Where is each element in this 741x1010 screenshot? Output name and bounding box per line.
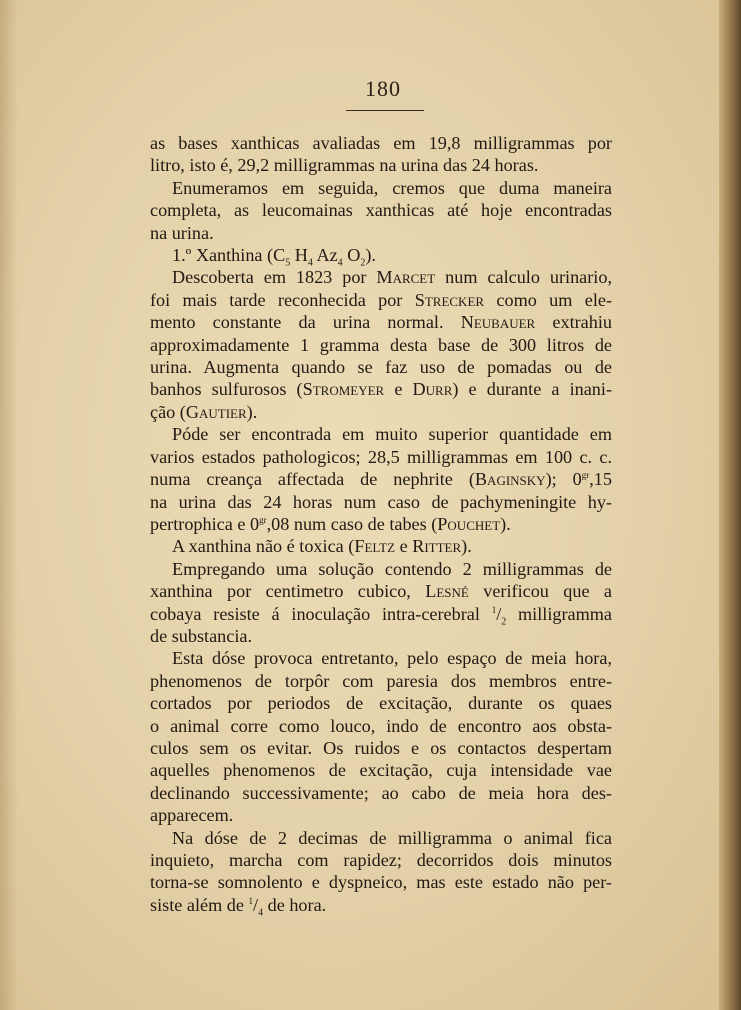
text-line: siste além de $^1/_4$ de hora. [150, 894, 327, 919]
text-line: phenomenos de torpôr com paresia dos membros entre- [150, 670, 612, 691]
page-edge [719, 0, 741, 1010]
text-line: mento constante da urina normal. Neubauer extrahiu [150, 312, 612, 333]
text-line: Enumeramos em seguida, cremos que duma maneira [172, 177, 612, 198]
text-line: pertrophica e $0^{gr},08$ num caso de tabes (Pouchet). [150, 513, 511, 534]
text-line: Empregando uma solução contendo 2 milligrammas de [172, 558, 612, 579]
text-line: inquieto, marcha com rapidez; decorridos dois minutos [150, 850, 612, 870]
header-rule [346, 110, 424, 111]
spine-shadow [0, 0, 18, 1010]
text-line: de substancia. [150, 625, 253, 646]
text-line: ção (Gautier). [150, 401, 258, 422]
text-line: o animal corre como louco, indo de encontro aos obsta- [150, 715, 612, 736]
text-line: cortados por periodos de excitação, durante os quaes [150, 693, 612, 714]
text-line: aquelles phenomenos de excitação, cuja intensidade vae [150, 760, 612, 781]
text-line: apparecem. [150, 805, 234, 826]
text-line: Descoberta em 1823 por Marcet num calculo urinario, [172, 267, 612, 288]
text-line: torna-se somnolento e dyspneico, mas este estado não per- [150, 872, 612, 893]
text-line: declinando successivamente; ao cabo de meia hora des- [150, 782, 612, 803]
section-heading: 1.º Xanthina ($C_5$ $H_4$ $Az_4$ $O_2$). [172, 245, 376, 269]
text-line: na urina. [150, 222, 214, 243]
text-line: A xanthina não é toxica (Feltz e Ritter). [172, 536, 472, 557]
text-line: as bases xanthicas avaliadas em 19,8 milligrammas por [150, 133, 612, 153]
text-line: culos sem os evitar. Os ruidos e os contactos despertam [150, 737, 612, 758]
text-line: banhos sulfurosos (Stromeyer e Durr) e durante a inani- [150, 379, 612, 400]
text-line: Na dóse de 2 decimas de milligramma o animal fica [172, 827, 612, 848]
page-number: 180 [365, 76, 401, 101]
text-line: foi mais tarde reconhecida por Strecker como um ele- [150, 289, 612, 310]
text-line: urina. Augmenta quando se faz uso de pomadas ou de [150, 357, 612, 378]
text-line: cobaya resiste á inoculação intra-cerebral $^1/_2$ milligramma [150, 603, 612, 628]
text-line: Póde ser encontrada em muito superior quantidade em [172, 424, 612, 445]
text-line: varios estados pathologicos; 28,5 milligrammas em 100 c. c. [150, 446, 612, 467]
text-line: completa, as leucomainas xanthicas até hoje encontradas [150, 200, 612, 221]
text-line: numa creança affectada de nephrite (Baginsky); $0^{gr},15$ [150, 469, 612, 490]
text-line: approximadamente 1 gramma desta base de 300 litros de [150, 334, 612, 355]
text-line: Esta dóse provoca entretanto, pelo espaço de meia hora, [172, 648, 612, 669]
text-line: xanthina por centimetro cubico, Lesné verificou que a [150, 581, 612, 602]
body-text [150, 132, 612, 919]
text-line: litro, isto é, 29,2 milligrammas na urina das 24 horas. [150, 155, 539, 176]
text-line: na urina das 24 horas num caso de pachymeningite hy- [150, 491, 612, 512]
